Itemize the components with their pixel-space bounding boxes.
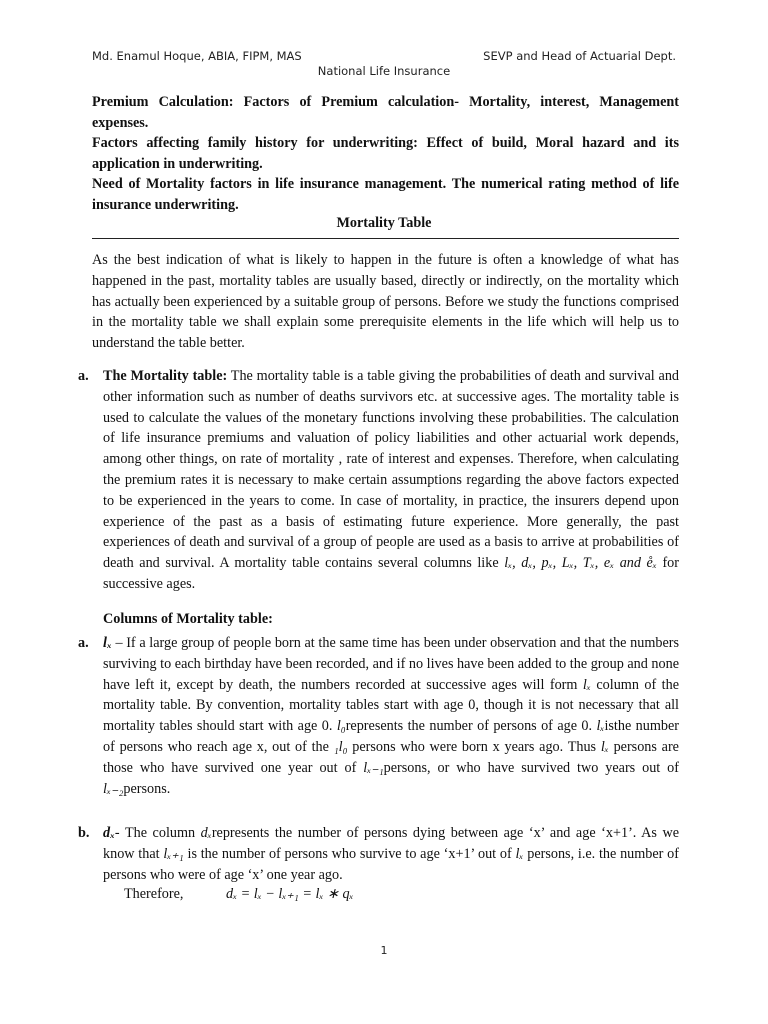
definition-tail: for successive ages. bbox=[103, 555, 679, 592]
lx-symbol: lₓ bbox=[103, 635, 112, 651]
math-symbol: lₓ bbox=[596, 718, 605, 735]
math-symbol: lₓ bbox=[515, 845, 524, 862]
dx-formula: dₓ = lₓ − lₓ₊₁ = lₓ ∗ qₓ bbox=[226, 886, 354, 902]
lx-text: persons. bbox=[123, 780, 171, 797]
dx-text: - The column bbox=[114, 825, 201, 841]
math-symbol: lₓ₊₁ bbox=[163, 845, 184, 862]
math-symbol: lₓ₋₁ bbox=[363, 759, 384, 776]
mortality-table-definition bbox=[78, 366, 679, 595]
therefore-label: Therefore, bbox=[124, 886, 184, 902]
topic-line: Need of Mortality factors in life insurance management. The numerical rating method of life insurance underwriting. bbox=[92, 176, 679, 213]
dx-text: represents the number of persons dying between age ‘x’ and age ‘x+1’. As we know that bbox=[103, 825, 679, 862]
math-symbol: lₓ bbox=[582, 676, 591, 693]
columns-heading: Columns of Mortality table: bbox=[103, 611, 273, 627]
definition-title: The Mortality table: bbox=[103, 368, 228, 384]
section-title: Mortality Table bbox=[336, 215, 432, 231]
page-number: 1 bbox=[380, 944, 388, 957]
math-symbol: lₓ₋₂ bbox=[103, 780, 124, 797]
math-symbol: lₓ bbox=[600, 738, 609, 755]
topic-line: Factors affecting family history for underwriting: Effect of build, Moral hazard and its application in underwriting. bbox=[92, 135, 679, 172]
math-symbol: l₀ bbox=[336, 718, 346, 735]
dx-column-definition bbox=[78, 823, 679, 885]
divider-rule bbox=[92, 238, 679, 239]
intro-paragraph: As the best indication of what is likely to happen in the future is often a knowledge of what has happened in the past, mortality tables are usually based, directly or indirectly, on the mortality which has actually been experienced by a suitable group of persons. Before we study the functions comprised in the mortality table we shall explain some prerequisite elements in the life which will help us to understand the table better. bbox=[92, 252, 679, 352]
lx-text: persons who were born x years ago. Thus bbox=[347, 738, 601, 755]
lx-text: isthe number of persons who reach age x, out of the bbox=[103, 718, 680, 755]
lx-text: persons are those who have survived one year out of bbox=[103, 738, 679, 776]
columns-list-math: lₓ, dₓ, pₓ, Lₓ, Tₓ, eₓ and e̊ₓ bbox=[504, 555, 657, 572]
header-position: SEVP and Head of Actuarial Dept. bbox=[483, 49, 676, 63]
dx-text: persons, i.e. the number of persons who were of age ‘x’ one year ago. bbox=[103, 845, 679, 883]
lx-column-definition bbox=[78, 633, 679, 799]
lx-text: persons, or who have survived two years out of bbox=[383, 759, 679, 776]
header-author: Md. Enamul Hoque, ABIA, FIPM, MAS bbox=[92, 49, 302, 63]
list-marker: a. bbox=[78, 368, 89, 384]
list-marker: b. bbox=[78, 825, 90, 841]
lx-text: – If a large group of people born at the same time has been under observation and that the numbers surviving to each birthday have been recorded, and if no lives have been added to the group and none have left it, except by death, the numbers recorded at successive ages will form bbox=[103, 635, 679, 693]
topics-block bbox=[92, 92, 679, 215]
dx-text: is the number of persons who survive to age ‘x+1’ out of bbox=[183, 845, 516, 862]
topic-line: Premium Calculation: Factors of Premium calculation- Mortality, interest, Management expenses. bbox=[92, 94, 679, 131]
definition-text: The mortality table is a table giving the probabilities of death and survival and other information such as number of deaths survivors etc. at successive ages. The mortality table is used to calculate the values of the monetary functions involving these probabilities. The calculation of life insurance premiums and valuation of policy liabilities and other actuarial work depends, among other things, on rate of mortality , rate of interest and expenses. Therefore, when calculating the premium rates it is necessary to make certain assumptions regarding the above factors expected to be experienced in the years to come. In case of mortality, in practice, the insurers depend upon experience of the past as a basis of estimating future experience. More generally, the past experiences of death and survival of a group of people are used as a basis to arrive at probabilities of death and survival. A mortality table contains several columns like bbox=[103, 368, 680, 572]
math-symbol: ₁l₀ bbox=[333, 738, 348, 755]
dx-symbol: dₓ bbox=[103, 825, 115, 841]
lx-text: column of the mortality table. By convention, mortality tables start with age 0, though it is not necessary that all mortality tables should start with age 0. bbox=[103, 676, 679, 735]
list-marker: a. bbox=[78, 635, 89, 651]
lx-text: represents the number of persons of age 0. bbox=[345, 718, 597, 735]
header-organization: National Life Insurance bbox=[317, 64, 451, 78]
math-symbol: dₓ bbox=[200, 825, 212, 841]
